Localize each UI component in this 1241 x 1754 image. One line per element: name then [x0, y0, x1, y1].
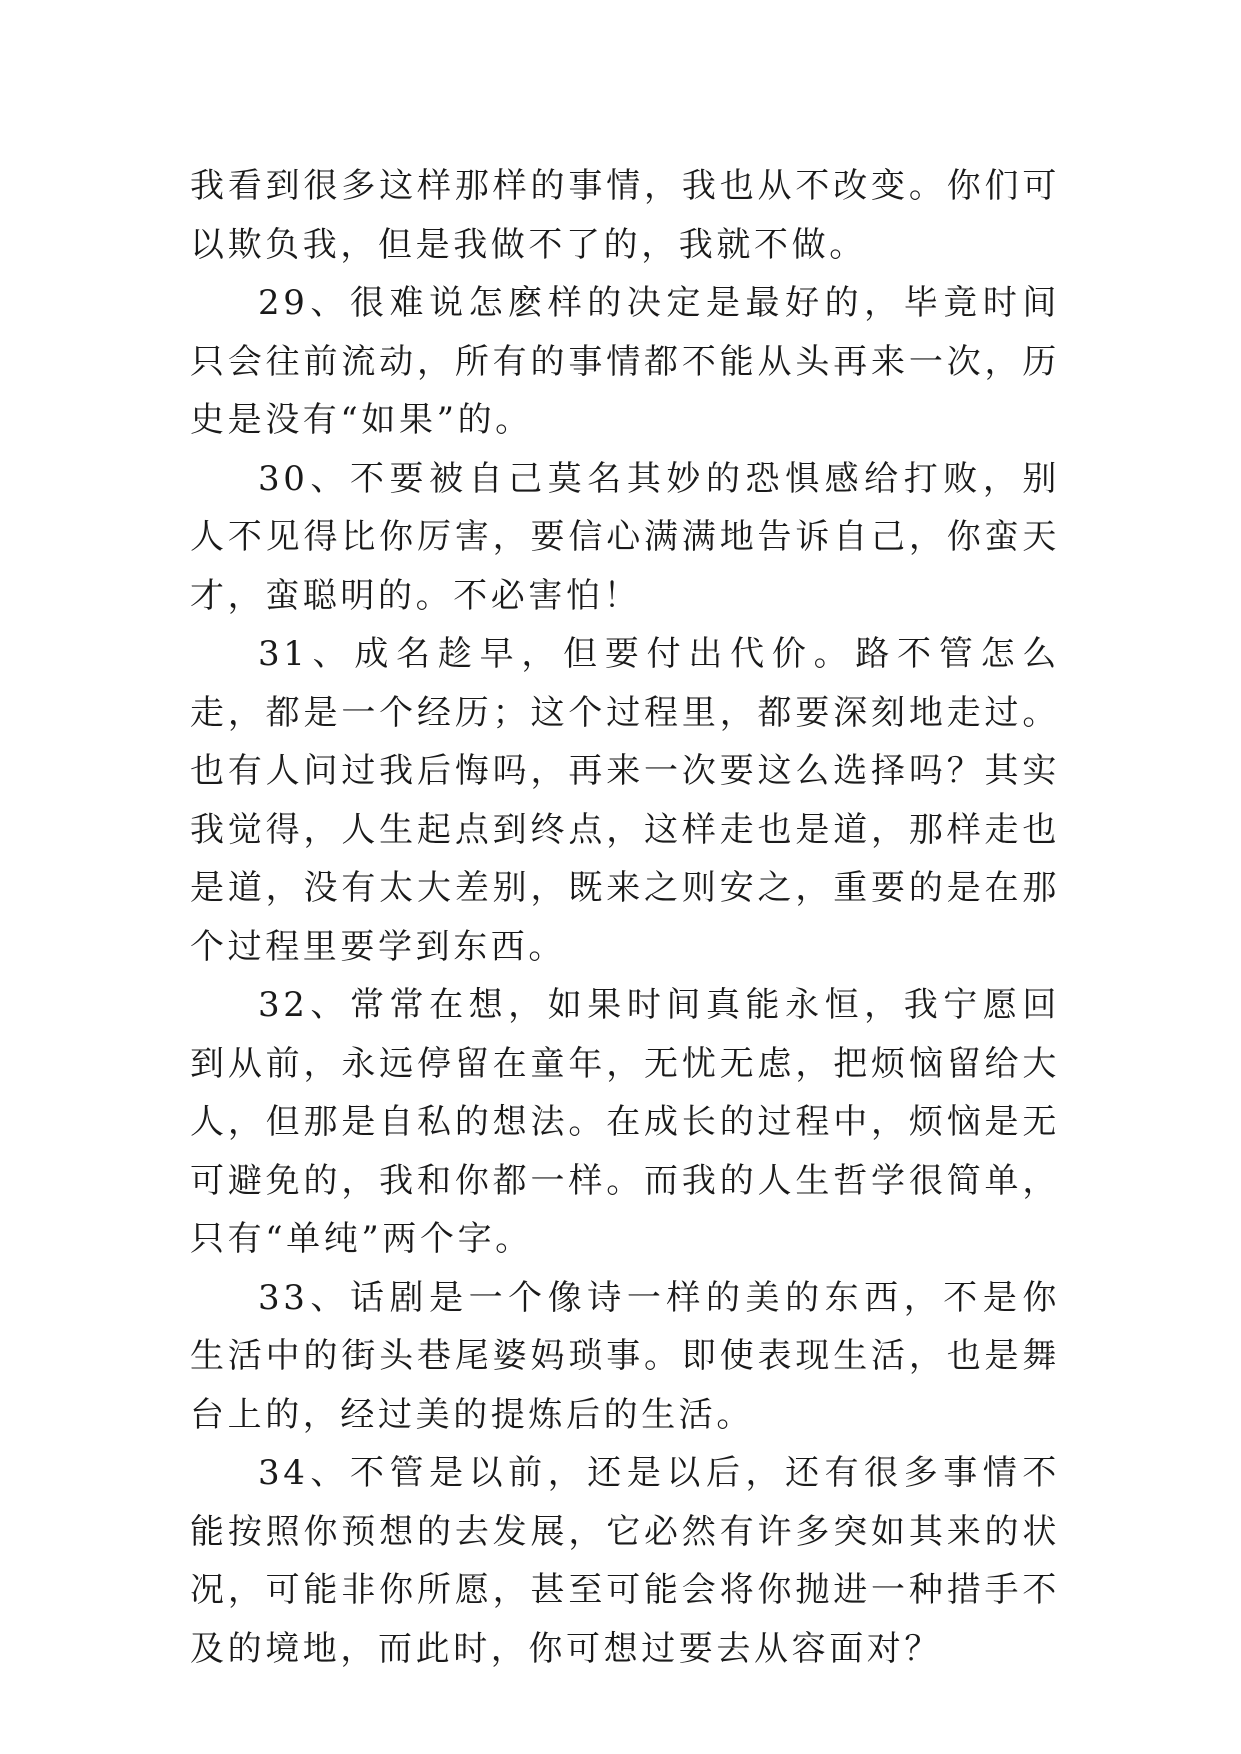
paragraph-34: 34、不管是以前，还是以后，还有很多事情不能按照你预想的去发展，它必然有许多突如其来的状况，可能非你所愿，甚至可能会将你抛进一种措手不及的境地，而此时，你可想过要去从容面对？ [190, 1453, 1060, 1669]
paragraph-31: 31、成名趁早，但要付出代价。路不管怎么走，都是一个经历；这个过程里，都要深刻地走过。也有人问过我后悔吗，再来一次要这么选择吗？其实我觉得，人生起点到终点，这样走也是道，那样走也是道，没有太大差别，既来之则安之，重要的是在那个过程里要学到东西。 [190, 634, 1060, 967]
document-page [190, 157, 1060, 1678]
paragraph-29: 29、很难说怎麽样的决定是最好的，毕竟时间只会往前流动，所有的事情都不能从头再来一次，历史是没有“如果”的。 [190, 283, 1060, 440]
paragraph-33: 33、话剧是一个像诗一样的美的东西，不是你生活中的街头巷尾婆妈琐事。即使表现生活，也是舞台上的，经过美的提炼后的生活。 [190, 1277, 1060, 1435]
paragraph-30: 30、不要被自己莫名其妙的恐惧感给打败，别人不见得比你厉害，要信心满满地告诉自己，你蛮天才，蛮聪明的。不必害怕！ [190, 458, 1060, 616]
paragraph-32: 32、常常在想，如果时间真能永恒，我宁愿回到从前，永远停留在童年，无忧无虑，把烦恼留给大人，但那是自私的想法。在成长的过程中，烦恼是无可避免的，我和你都一样。而我的人生哲学很简单，只有“单纯”两个字。 [190, 985, 1060, 1259]
paragraph-continuation: 我看到很多这样那样的事情，我也从不改变。你们可以欺负我，但是我做不了的，我就不做。 [190, 166, 1060, 265]
